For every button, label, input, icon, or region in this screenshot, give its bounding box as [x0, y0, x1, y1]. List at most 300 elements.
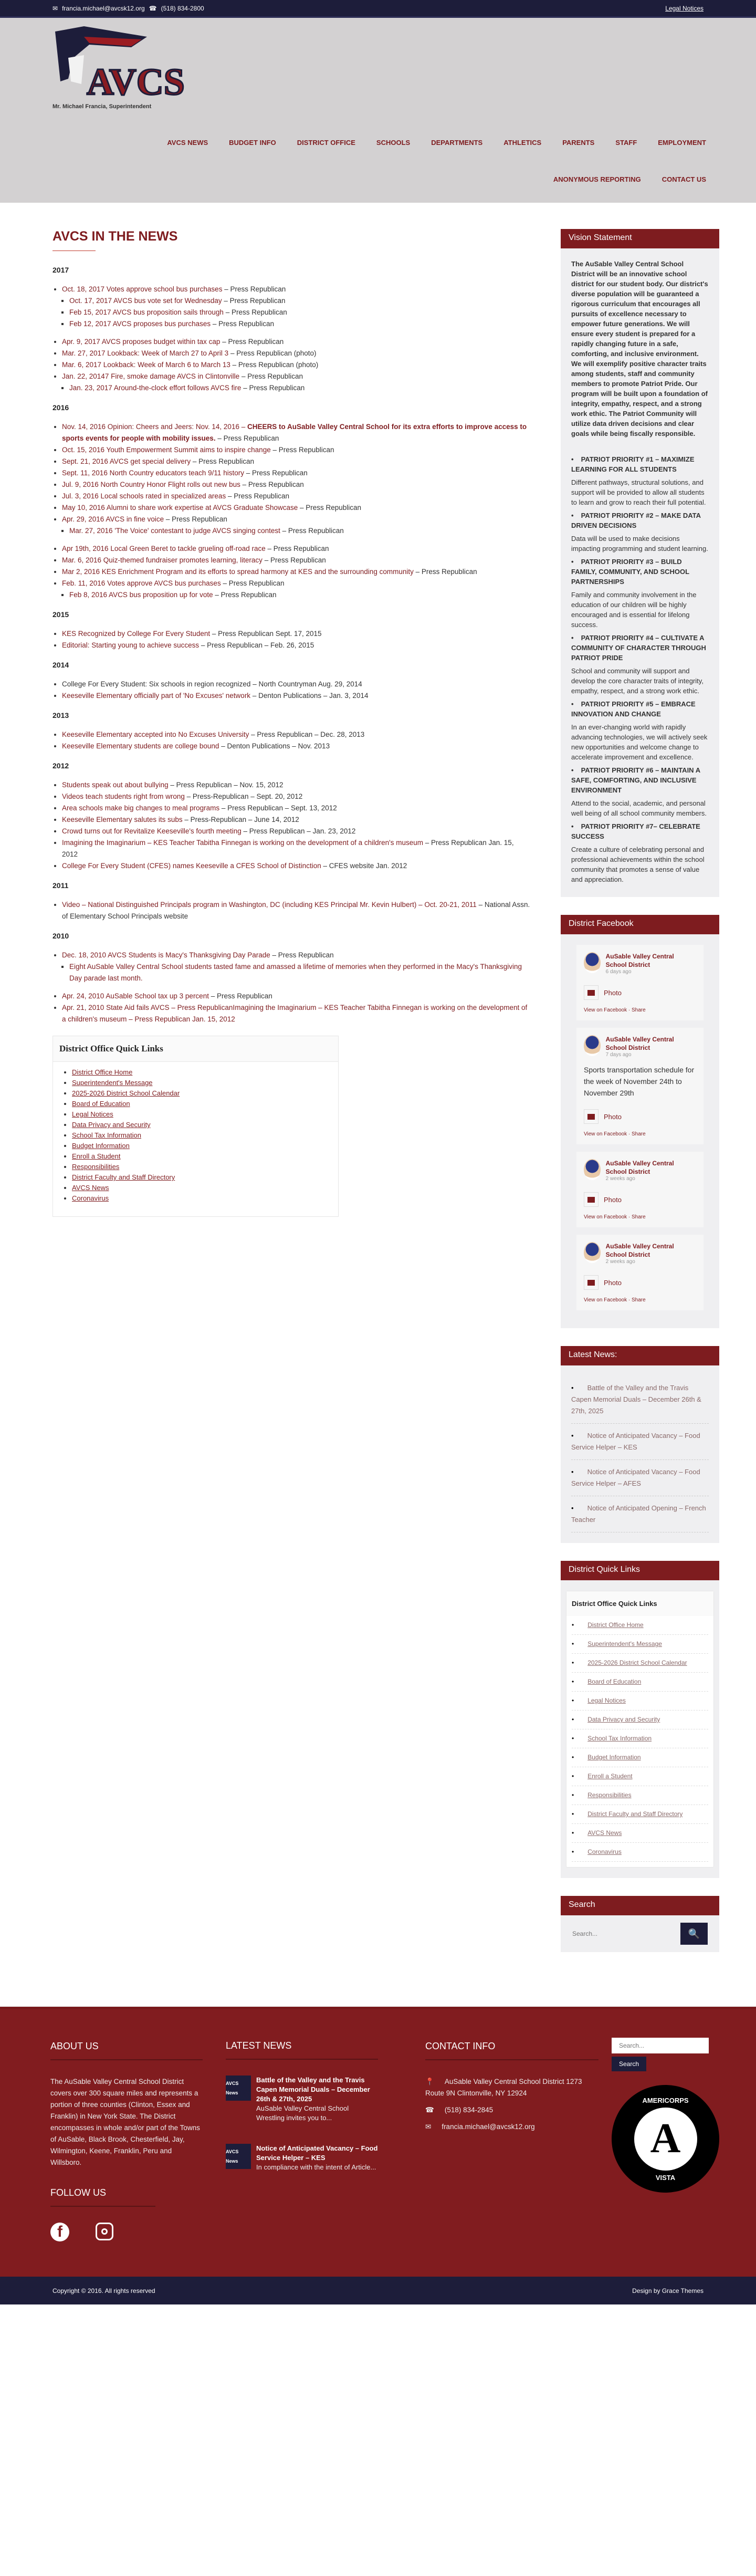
news-source: – Press Republican – Sept. 13, 2012 — [219, 804, 337, 812]
quick-link-item — [572, 1805, 708, 1824]
search-icon: 🔍 — [688, 1928, 700, 1939]
year-heading: 2016 — [52, 403, 69, 412]
legal-notices-link[interactable]: Legal Notices — [665, 4, 704, 12]
post-photo[interactable] — [584, 1192, 696, 1207]
share-link[interactable]: Share — [631, 1131, 646, 1137]
instagram-icon[interactable] — [96, 2223, 113, 2240]
nav-item[interactable]: BUDGET INFO — [229, 139, 276, 147]
news-item — [62, 348, 530, 359]
quick-link[interactable]: AVCS News — [72, 1184, 109, 1192]
news-list — [52, 628, 530, 651]
post-author[interactable]: AuSable Valley Central School District — [605, 1160, 674, 1175]
news-source: – Press Republican — [262, 556, 326, 564]
quick-link[interactable]: Enroll a Student — [72, 1152, 121, 1160]
priority-title: • PATRIOT PRIORITY #1 – MAXIMIZE LEARNING FOR ALL STUDENTS — [571, 454, 709, 474]
quick-link[interactable]: Responsibilities — [587, 1791, 632, 1799]
nav-item[interactable]: ANONYMOUS REPORTING — [553, 175, 641, 183]
priority-text: Create a culture of celebrating personal and professional achievements within the school community that promotes a sense of value and appreciation. — [571, 846, 705, 883]
news-link[interactable]: Feb 15, 2017 AVCS bus proposition sails through — [69, 308, 224, 316]
news-link[interactable]: Oct. 15, 2016 Youth Empowerment Summit aims to inspire change — [62, 446, 271, 454]
quick-link-item — [72, 1130, 338, 1141]
quick-link[interactable]: Board of Education — [72, 1100, 130, 1108]
priority-title: • PATRIOT PRIORITY #7– CELEBRATE SUCCESS — [571, 821, 709, 841]
facebook-icon[interactable]: f — [50, 2223, 69, 2241]
news-list — [52, 990, 530, 1025]
news-link[interactable]: Apr. 9, 2017 AVCS proposes budget within tax cap — [62, 338, 220, 346]
nav-item[interactable]: DEPARTMENTS — [431, 139, 483, 147]
share-link[interactable]: Share — [631, 1297, 646, 1303]
photo-icon — [584, 1192, 598, 1207]
quick-link-item — [572, 1824, 708, 1843]
site-logo[interactable] — [52, 26, 185, 110]
news-source: – Press Republican — [208, 992, 272, 1000]
news-list — [52, 779, 530, 872]
nav-item[interactable]: SCHOOLS — [376, 139, 411, 147]
news-link[interactable]: Imagining the Imaginarium – KES Teacher Tabitha Finnegan is working on the development of a children's museum — [62, 839, 423, 847]
avatar[interactable] — [584, 952, 601, 973]
main-nav — [167, 139, 706, 147]
quick-link[interactable]: District Faculty and Staff Directory — [587, 1810, 683, 1818]
news-item — [62, 729, 530, 741]
quick-link[interactable]: Responsibilities — [72, 1163, 120, 1171]
nav-item[interactable]: CONTACT US — [662, 175, 706, 183]
footer-news-title[interactable]: Notice of Anticipated Vacancy – Food Service Helper – KES — [256, 2144, 378, 2162]
widget-title: District Quick Links — [561, 1561, 719, 1580]
news-link[interactable]: Oct. 17, 2017 AVCS bus vote set for Wednesday — [69, 297, 222, 305]
news-link[interactable]: Apr. 21, 2010 State Aid fails AVCS – Press RepublicanImagining the Imaginarium – KES Teacher Tabitha Finnegan is working on the development of a children's museum – Press Republican Jan. 15, 2012 — [62, 1004, 528, 1023]
news-link[interactable]: Apr. 29, 2016 AVCS in fine voice — [62, 515, 164, 523]
quick-link-item — [72, 1120, 338, 1130]
news-link[interactable]: Keeseville Elementary accepted into No Excuses University — [62, 731, 249, 738]
copyright: Copyright © 2016. All rights reserved — [52, 2287, 155, 2295]
view-on-facebook-link[interactable]: View on Facebook — [584, 1131, 627, 1137]
latest-news-link[interactable]: Battle of the Valley and the Travis Capen Memorial Duals – December 26th & 27th, 2025 — [571, 1384, 701, 1415]
news-link[interactable]: Mar. 6, 2016 Quiz-themed fundraiser promotes learning, literacy — [62, 556, 262, 564]
news-source: – Press Republican — [220, 338, 284, 346]
nav-item[interactable]: ATHLETICS — [503, 139, 542, 147]
phone-icon: ☎ — [425, 2106, 434, 2114]
post-header — [584, 1035, 696, 1058]
news-link[interactable]: Dec. 18, 2010 AVCS Students is Macy's Thanksgiving Day Parade — [62, 951, 270, 959]
quick-link[interactable]: 2025-2026 District School Calendar — [587, 1659, 687, 1666]
news-link[interactable]: Sept. 21, 2016 AVCS get special delivery — [62, 457, 191, 465]
quick-link[interactable]: Budget Information — [72, 1142, 130, 1150]
sidebar — [561, 229, 719, 1970]
top-email[interactable]: francia.michael@avcsk12.org — [62, 4, 145, 12]
news-list — [52, 729, 530, 752]
news-item — [62, 779, 530, 791]
nav-item[interactable]: AVCS NEWS — [167, 139, 208, 147]
news-link[interactable]: KES Recognized by College For Every Student — [62, 630, 211, 638]
facebook-widget — [561, 915, 719, 1328]
site-header — [0, 18, 756, 203]
quick-link[interactable]: Data Privacy and Security — [587, 1716, 660, 1723]
logo-tagline: Mr. Michael Francia, Superintendent — [52, 103, 152, 110]
priority-text: In an ever-changing world with rapidly advancing technologies, we will actively seek new opportunities and welcome change to accelerate improvement and excellence. — [571, 723, 708, 761]
news-item — [62, 791, 530, 802]
news-thumbnail[interactable]: AVCS News — [226, 2144, 251, 2169]
news-source: – Press Republican (photo) — [230, 361, 319, 369]
footer-news-excerpt: AuSable Valley Central School Wrestling invites you to... — [256, 2104, 349, 2122]
footer-news-title[interactable]: Battle of the Valley and the Travis Capen Memorial Duals – December 26th & 27th, 2025 — [256, 2076, 370, 2103]
news-source: – Press Republican — [222, 285, 286, 293]
footer — [0, 2007, 756, 2277]
news-list — [52, 284, 530, 330]
quick-link-item — [572, 1748, 708, 1767]
quick-link[interactable]: District Office Home — [72, 1068, 133, 1076]
footer-news-item — [226, 2144, 378, 2172]
quick-link[interactable]: Superintendent's Message — [587, 1640, 662, 1647]
news-item — [62, 479, 530, 491]
share-link[interactable]: Share — [631, 1007, 646, 1013]
news-item — [62, 826, 530, 837]
news-item — [62, 514, 530, 525]
news-link[interactable]: Crowd turns out for Revitalize Keeseville's fourth meeting — [62, 827, 242, 835]
latest-news-link[interactable]: Notice of Anticipated Vacancy – Food Service Helper – KES — [571, 1432, 700, 1451]
news-item — [62, 814, 530, 826]
priority-text: School and community will support and develop the core character traits of integrity, empathy, respect, and a strong work ethic. — [571, 667, 704, 695]
post-text: Sports transportation schedule for the week of November 24th to November 29th — [584, 1066, 695, 1097]
search-input[interactable] — [572, 1930, 667, 1937]
quick-link[interactable]: Data Privacy and Security — [72, 1121, 151, 1129]
news-source: – Press Republican – Nov. 15, 2012 — [168, 781, 284, 789]
nav-item[interactable]: STAFF — [615, 139, 637, 147]
news-source: – Denton Publications – Nov. 2013 — [219, 742, 330, 750]
news-item — [69, 318, 530, 330]
footer-follow-title: FOLLOW US — [50, 2187, 155, 2207]
post-author[interactable]: AuSable Valley Central School District — [605, 1036, 674, 1051]
news-link[interactable]: Jul. 9, 2016 North Country Honor Flight rolls out new bus — [62, 481, 240, 488]
footer-contact-title: CONTACT INFO — [425, 2040, 598, 2060]
post-author[interactable]: AuSable Valley Central School District — [605, 953, 674, 968]
news-item — [62, 860, 530, 872]
quick-link-item — [572, 1729, 708, 1748]
quick-link[interactable]: Legal Notices — [587, 1697, 626, 1704]
photo-label: Photo — [604, 1278, 622, 1287]
news-source: – Press Republican (photo) — [228, 349, 317, 357]
news-item — [62, 741, 530, 752]
news-link[interactable]: Apr. 24, 2010 AuSable School tax up 3 percent — [62, 992, 209, 1000]
priority-text: Attend to the social, academic, and personal well being of all school community members. — [571, 799, 707, 817]
latest-news-item — [571, 1376, 709, 1424]
news-link[interactable]: Area schools make big changes to meal programs — [62, 804, 220, 812]
svg-text:AVCS: AVCS — [87, 61, 185, 103]
news-item — [62, 502, 530, 514]
news-link[interactable]: Keeseville Elementary officially part of 'No Excuses' network — [62, 692, 251, 700]
news-item — [69, 961, 530, 984]
badge-letter: A — [634, 2108, 697, 2171]
quick-link[interactable]: Board of Education — [587, 1678, 642, 1685]
view-on-facebook-link[interactable]: View on Facebook — [584, 1007, 627, 1013]
post-actions: View on Facebook · Share — [584, 1007, 646, 1013]
news-item — [62, 679, 530, 690]
news-source: – Press Republican — [270, 446, 334, 454]
news-source: – CFES website Jan. 2012 — [321, 862, 407, 870]
news-link[interactable]: Mar. 27, 2016 'The Voice' contestant to judge AVCS singing contest — [69, 527, 280, 535]
news-source: – Press Republican – Dec. 28, 2013 — [249, 731, 365, 738]
photo-icon — [584, 1275, 598, 1290]
priority-title: • PATRIOT PRIORITY #2 – MAKE DATA DRIVEN DECISIONS — [571, 510, 709, 530]
district-quick-links-widget — [561, 1561, 719, 1878]
news-source: – Press Republican — [191, 457, 254, 465]
post-actions: View on Facebook · Share — [584, 1131, 646, 1137]
post-time: 7 days ago — [605, 1052, 632, 1058]
quick-link-item — [72, 1067, 338, 1078]
news-list — [52, 950, 530, 984]
news-source: – Press Republican — [413, 568, 477, 576]
patriot-logo-icon — [52, 26, 185, 103]
latest-news-item — [571, 1460, 709, 1496]
news-source: – Press Republican — [241, 384, 305, 392]
news-item — [69, 525, 530, 537]
quick-link-item — [72, 1162, 338, 1172]
year-heading: 2012 — [52, 762, 69, 770]
news-item — [62, 566, 530, 578]
footer-news-title: LATEST NEWS — [226, 2040, 378, 2060]
post-photo[interactable] — [584, 1275, 696, 1290]
widget-title: Latest News: — [561, 1346, 719, 1365]
vision-widget — [561, 229, 719, 897]
post-author[interactable]: AuSable Valley Central School District — [605, 1243, 674, 1258]
avatar[interactable] — [584, 1242, 601, 1263]
news-link[interactable]: May 10, 2016 Alumni to share work expertise at AVCS Graduate Showcase — [62, 504, 298, 512]
news-item — [62, 950, 530, 961]
quick-link-item — [72, 1193, 338, 1204]
post-time: 2 weeks ago — [605, 1176, 635, 1182]
news-item — [62, 543, 530, 555]
news-link[interactable]: Keeseville Elementary students are college bound — [62, 742, 219, 750]
news-link[interactable]: Oct. 18, 2017 Votes approve school bus purchases — [62, 285, 223, 293]
top-phone[interactable]: (518) 834-2800 — [161, 4, 204, 12]
latest-news-widget — [561, 1346, 719, 1543]
quick-link-item — [72, 1183, 338, 1193]
news-link[interactable]: Students speak out about bullying — [62, 781, 169, 789]
quick-link[interactable]: Coronavirus — [72, 1194, 109, 1202]
badge-bottom-text: VISTA — [655, 2173, 676, 2182]
year-heading: 2011 — [52, 881, 69, 890]
quick-link[interactable]: Legal Notices — [72, 1110, 113, 1118]
news-item — [62, 555, 530, 566]
vision-text: The AuSable Valley Central School District will be an innovative school district for our student body. Our district's diverse population will be guaranteed a rigorous curriculum that encourages all pursuits of excellence necessary to empower future generations. We will ensure every student is prepared for a rapidly changing future in a safe, comforting, and inclusive environment. We will exemplify positive character traits among students, staff and community members to promote Patriot Pride. Our program will be built upon a foundation of integrity, empathy, respect, and a strong work ethic. The Patriot Community will utilize data driven decisions and clear goals while being fiscally responsible. — [571, 260, 708, 437]
news-item — [62, 690, 530, 702]
quick-link[interactable]: School Tax Information — [587, 1735, 652, 1742]
news-link[interactable]: Keeseville Elementary salutes its subs — [62, 816, 183, 823]
news-source: College For Every Student: Six schools in region recognized – North Countryman Aug. 29, 2014 — [62, 680, 362, 688]
latest-news-item — [571, 1496, 709, 1532]
news-item — [62, 371, 530, 382]
priority-title: • PATRIOT PRIORITY #5 – EMBRACE INNOVATION AND CHANGE — [571, 699, 709, 719]
news-source: – Press Republican — [211, 320, 274, 328]
news-source: – Press Republican Sept. 17, 2015 — [210, 630, 322, 638]
nav-item[interactable]: EMPLOYMENT — [658, 139, 706, 147]
news-source: – Press Republican — [164, 515, 227, 523]
news-link[interactable]: Editorial: Starting young to achieve success — [62, 641, 200, 649]
view-on-facebook-link[interactable]: View on Facebook — [584, 1214, 627, 1220]
news-source: – Press Republican — [240, 481, 304, 488]
photo-icon — [584, 985, 598, 1000]
top-bar — [0, 0, 756, 18]
news-item — [62, 444, 530, 456]
news-source: – Press Republican — [280, 527, 344, 535]
search-button[interactable] — [680, 1923, 708, 1945]
quick-link-item — [72, 1088, 338, 1099]
address: AuSable Valley Central School District 1273 Route 9N Clintonville, NY 12924 — [425, 2078, 582, 2097]
bottom-bar — [0, 2277, 756, 2304]
email[interactable]: francia.michael@avcsk12.org — [442, 2123, 535, 2131]
news-link[interactable]: Sept. 11, 2016 North Country educators teach 9/11 history — [62, 469, 244, 477]
news-link[interactable]: Mar 2, 2016 KES Enrichment Program and its efforts to spread harmony at KES and the surrounding community — [62, 568, 414, 576]
priority-title: • PATRIOT PRIORITY #3 – BUILD FAMILY, COMMUNITY, AND SCHOOL PARTNERSHIPS — [571, 557, 709, 587]
post-photo[interactable] — [584, 1109, 696, 1124]
quick-links-title: District Office Quick Links — [53, 1036, 338, 1062]
news-source: – Press Republican — [223, 308, 287, 316]
news-thumbnail[interactable]: AVCS News — [226, 2076, 251, 2101]
page-title: AVCS IN THE NEWS — [52, 229, 178, 244]
facebook-post — [576, 1235, 704, 1310]
email-icon: ✉ — [425, 2123, 432, 2131]
footer-about-title: ABOUT US — [50, 2040, 203, 2060]
avatar[interactable] — [584, 1159, 601, 1180]
nav-item[interactable]: PARENTS — [562, 139, 595, 147]
news-list — [52, 679, 530, 702]
post-time: 6 days ago — [605, 969, 632, 975]
year-heading: 2015 — [52, 610, 69, 619]
quick-link-item — [572, 1635, 708, 1654]
news-link[interactable]: Jan. 23, 2017 Around-the-clock effort follows AVCS fire — [69, 384, 242, 392]
news-source: – Press Republican – Feb. 26, 2015 — [199, 641, 314, 649]
news-link[interactable]: Jul. 3, 2016 Local schools rated in specialized areas — [62, 492, 226, 500]
news-item — [62, 421, 530, 444]
news-list — [52, 899, 530, 922]
priority-title: • PATRIOT PRIORITY #4 – CULTIVATE A COMMUNITY OF CHARACTER THROUGH PATRIOT PRIDE — [571, 633, 709, 663]
photo-label: Photo — [604, 1195, 622, 1204]
share-link[interactable]: Share — [631, 1214, 646, 1220]
latest-news-link[interactable]: Notice of Anticipated Opening – French Teacher — [571, 1504, 706, 1524]
quick-link-item — [72, 1099, 338, 1109]
design-credit[interactable]: Design by Grace Themes — [632, 2287, 704, 2295]
post-photo[interactable] — [584, 985, 696, 1000]
post-header — [584, 1159, 696, 1182]
inner-title: District Office Quick Links — [566, 1591, 713, 1616]
photo-label: Photo — [604, 1112, 622, 1121]
news-link[interactable]: Eight AuSable Valley Central School students tasted fame and amassed a lifetime of memories when they performed in the Macy's Thanksgiving Day parade last month. — [69, 963, 522, 982]
avatar[interactable] — [584, 1035, 601, 1056]
quick-link[interactable]: Budget Information — [587, 1754, 641, 1761]
phone[interactable]: (518) 834-2845 — [444, 2106, 494, 2114]
news-link[interactable]: Videos teach students right from wrong — [62, 792, 185, 800]
quick-links-box — [52, 1036, 339, 1217]
news-source: – Press Republican — [244, 469, 308, 477]
news-source: – Press Republican — [215, 434, 279, 442]
news-item — [62, 990, 530, 1002]
news-item — [62, 802, 530, 814]
quick-link-item — [572, 1786, 708, 1805]
main-content — [52, 229, 530, 1970]
news-link[interactable]: Feb 12, 2017 AVCS proposes bus purchases — [69, 320, 211, 328]
quick-link[interactable]: Enroll a Student — [587, 1772, 633, 1780]
news-link[interactable]: Feb 8, 2016 AVCS bus proposition up for vote — [69, 591, 213, 599]
quick-link[interactable]: Superintendent's Message — [72, 1079, 153, 1087]
quick-link-item — [572, 1673, 708, 1692]
photo-icon — [584, 1109, 598, 1124]
year-heading: 2013 — [52, 711, 69, 719]
news-link[interactable]: Nov. 14, 2016 Opinion: Cheers and Jeers: Nov. 14, 2016 – — [62, 423, 247, 431]
news-item — [69, 589, 530, 601]
quick-link-item — [572, 1692, 708, 1711]
facebook-post — [576, 1028, 704, 1144]
news-link[interactable]: Jan. 22, 20147 Fire, smoke damage AVCS in Clintonville — [62, 372, 240, 380]
news-link-bold[interactable]: CHEERS to AuSable Valley Central School for its extra efforts to improve access to sports events for people with mobility issues. — [62, 423, 527, 442]
nav-item[interactable]: DISTRICT OFFICE — [297, 139, 355, 147]
news-source: – Press Republican — [265, 545, 329, 552]
news-source: – Press Republican — [220, 579, 285, 587]
email-icon: ✉ — [52, 4, 58, 12]
quick-link[interactable]: District Faculty and Staff Directory — [72, 1173, 175, 1181]
news-link[interactable]: Apr 19th, 2016 Local Green Beret to tackle grueling off-road race — [62, 545, 266, 552]
footer-search-input[interactable] — [612, 2038, 709, 2053]
view-on-facebook-link[interactable]: View on Facebook — [584, 1297, 627, 1303]
latest-news-link[interactable]: Notice of Anticipated Vacancy – Food Service Helper – AFES — [571, 1468, 700, 1487]
widget-title: District Facebook — [561, 915, 719, 934]
news-list — [52, 421, 530, 537]
quick-link[interactable]: Coronavirus — [587, 1848, 622, 1855]
quick-link-item — [572, 1654, 708, 1673]
post-actions: View on Facebook · Share — [584, 1297, 646, 1303]
widget-title: Search — [561, 1896, 719, 1915]
post-time: 2 weeks ago — [605, 1259, 635, 1265]
quick-link-item — [72, 1078, 338, 1088]
news-item — [62, 1002, 530, 1025]
priority-text: Data will be used to make decisions impacting programming and student learning. — [571, 535, 708, 552]
quick-link[interactable]: AVCS News — [587, 1829, 622, 1837]
quick-link-item — [572, 1767, 708, 1786]
quick-link[interactable]: 2025-2026 District School Calendar — [72, 1089, 180, 1097]
year-heading: 2017 — [52, 266, 69, 274]
priority-text: Family and community involvement in the education of our children will be highly encouraged and is essential for lifelong success. — [571, 591, 697, 629]
news-item — [62, 837, 530, 860]
priority-title: • PATRIOT PRIORITY #6 – MAINTAIN A SAFE, COMFORTING, AND INCLUSIVE ENVIRONMENT — [571, 765, 709, 795]
news-link[interactable]: College For Every Student (CFES) names Keeseville a CFES School of Distinction — [62, 862, 321, 870]
news-source: – Press-Republican – Sept. 20, 2012 — [184, 792, 303, 800]
quick-link-item — [72, 1151, 338, 1162]
news-link[interactable]: Mar. 6, 2017 Lookback: Week of March 6 to March 13 — [62, 361, 230, 369]
footer-about-text: The AuSable Valley Central School District covers over 300 square miles and represents a portion of three counties (Clinton, Essex and Franklin) in New York State. The District encompasses in whole and/or part of the Towns of AuSable, Black Brook, Chesterfield, Jay, Wilmington, Keene, Franklin, Peru and Willsboro. — [50, 2078, 200, 2166]
quick-link[interactable]: District Office Home — [587, 1621, 644, 1629]
news-source: – Press Republican — [222, 297, 286, 305]
facebook-post — [576, 945, 704, 1020]
news-source: – National Assn. of Elementary School Principals website — [62, 901, 530, 920]
quick-link-item — [72, 1109, 338, 1120]
news-source: – Press Republican — [226, 492, 290, 500]
news-link[interactable]: Video – National Distinguished Principals program in Washington, DC (including KES Principal Mr. Kevin Hulbert) – Oct. 20-21, 2011 — [62, 901, 477, 909]
news-item — [62, 578, 530, 589]
news-item — [69, 307, 530, 318]
quick-link-item — [72, 1172, 338, 1183]
news-item — [62, 359, 530, 371]
americorps-vista-logo — [612, 2085, 719, 2193]
news-item — [62, 899, 530, 922]
footer-news-item — [226, 2076, 378, 2123]
news-list — [52, 543, 530, 601]
news-item — [69, 382, 530, 394]
news-item — [69, 295, 530, 307]
quick-link[interactable]: School Tax Information — [72, 1131, 141, 1139]
news-link[interactable]: Feb. 11, 2016 Votes approve AVCS bus purchases — [62, 579, 221, 587]
news-link[interactable]: Mar. 27, 2017 Lookback: Week of March 27 to April 3 — [62, 349, 229, 357]
latest-news-item — [571, 1424, 709, 1460]
news-item — [62, 640, 530, 651]
footer-search-button[interactable]: Search — [612, 2057, 646, 2071]
